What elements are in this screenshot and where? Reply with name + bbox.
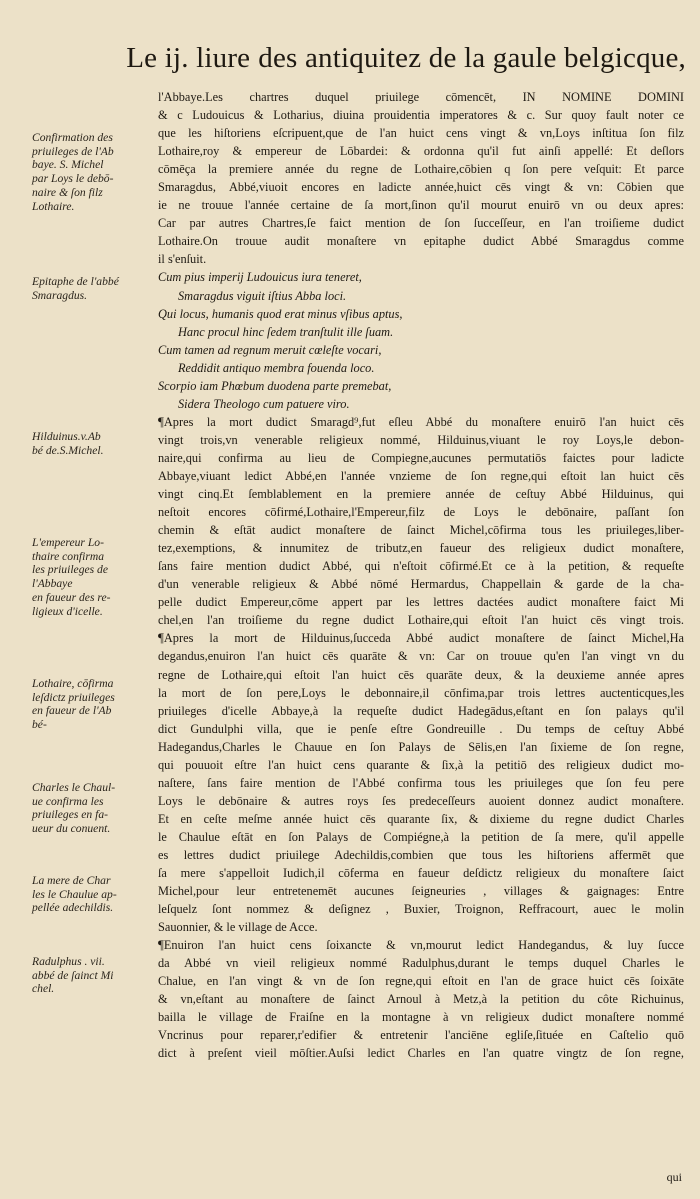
text-line: da Abbé vn vieil religieux nommé Radulphus,durant le temps duquel Charles le	[158, 956, 684, 971]
text-line: dict Gundulphi villa, que ie penſe eſtre Gondreuille . Du temps de ceſtuy Abbé	[158, 721, 684, 736]
text-line: le Chaulue eſtāt en ſon Palays de Compiégne,à la petition de ſa mere, qu'il appelle	[158, 829, 684, 844]
text-line: regne de Lothaire,qui eſtoit l'an huict cēs quarāte deux, & la deuxieme année apres	[158, 667, 684, 682]
text-line: es lettres dudict priuilege Adechildis,combien que tous les hiſtoriens affermēt que	[158, 847, 684, 862]
margin-note: Hilduinus.v.Ab bé de.S.Michel.	[32, 430, 104, 457]
text-line: priuileges d'icelle Abbaye,à la requeſte dudict Hadegādus,eſtant en ſon palays qu'il	[158, 703, 684, 718]
text-line: il s'enſuit.	[158, 252, 207, 267]
text-line: Car par autres Chartres,ſe faict mention de ſon ſucceſſeur, en l'an troiſieme dudict	[158, 216, 684, 231]
text-line: Hadegandus,Charles le Chauue en ſon Palays de Sēlis,en l'an ſixieme de ſon regne,	[158, 739, 684, 754]
text-line: ie ne trouue l'année certaine de ſa mort,ſinon qu'il mourut enuirō vn ou deux apres:	[158, 198, 684, 213]
text-line: neſtoit encores cōfirmé,Lothaire,l'Empereur,filz de Loys le debōnaire, paſſant ſon	[158, 505, 684, 520]
paragraph-charter	[158, 88, 684, 268]
text-line: l'Abbaye.Les chartres duquel priuilege cōmencēt, IN NOMINE DOMINI	[158, 90, 684, 104]
text-line: Abbaye,viuant ledict Abbé,en l'année vnzieme de ſon regne,qui eſtoit lan huict cēs	[158, 468, 684, 483]
margin-note: Charles le Chaul- ue confirma les priuileges en fa- ueur du conuent.	[32, 781, 116, 836]
main-text	[158, 88, 684, 1063]
running-header	[0, 42, 686, 80]
verse-line: Cum pius imperij Ludouicus iura teneret,	[158, 270, 362, 285]
text-line: naſtere, ſans faire mention de l'Abbé confirma tous les priuileges que ſon feu pere	[158, 775, 684, 790]
text-line: ſans faire mention dudict Abbé, qui n'eſtoit cōfirmé.Et ce à la petition, & requeſte	[158, 559, 684, 574]
verse-line: Smaragdus viguit iſtius Abba loci.	[178, 288, 347, 303]
margin-note: Confirmation des priuileges de l'Ab baye. S. Michel par Loys le debō- naire & ſon filz Lothaire.	[32, 131, 114, 213]
paragraph-hadegandus	[158, 629, 684, 936]
pilcrow-mark: ¶	[158, 937, 164, 953]
text-line: chemin & eſtāt audict monaſtere de ſainct Michel,cōfirma tous les priuileges,liber-	[158, 523, 684, 538]
pilcrow-mark: ¶	[158, 630, 164, 646]
text-line: & c Ludouicus & Lotharius, diuina prouidentia imperatores & c. Sur quoy fault noter ce	[158, 108, 684, 123]
verse-line: Sidera Theologo cum patuere viro.	[178, 396, 350, 411]
text-line: Vncrinus pour reparer,r'edifier & entretenir l'anciēne egliſe,ſituée en Caſtelio quō	[158, 1028, 684, 1043]
catchword: qui	[666, 1170, 682, 1184]
text-line: leſquelz ſont nommez & deſignez , Buxier, Troignon, Reffracourt, auec le molin	[158, 902, 684, 917]
margin-note: Lothaire, cōfirma leſdictz priuileges en faueur de l'Ab bé-	[32, 677, 115, 732]
text-line: bailla le village de Fraiſne en la montagne à vn religieux dudict monaſtere nommé	[158, 1010, 684, 1025]
epitaph-verse	[158, 268, 684, 412]
verse-line: Scorpio iam Phœbum duodena parte premebat,	[158, 378, 392, 393]
text-line: pelle dudict Empereur,cōme appert par les lettres dactées audict monaſtere faict Mi	[158, 595, 684, 610]
text-line: qui pouuoit eſtre l'an huict cens quarante & ſix,à la petitiō des religieux dudict mo-	[158, 757, 684, 772]
paragraph-hilduinus	[158, 413, 684, 630]
verse-line: Reddidit antiquo membra fouenda loco.	[178, 360, 375, 375]
margin-note: Radulphus . vii. abbé de ſainct Mi chel.	[32, 955, 114, 996]
text-line: Lothaire,roy & empereur de Lōbardei: & ordonna qu'il fut ainſi appellé: Et deſlors	[158, 144, 684, 159]
text-line: vingt cinq.Et ſemblablement en la premiere année de ceſtuy Abbé Hilduinus, qui	[158, 487, 684, 502]
text-line: ¶Apres la mort de Hilduinus,ſucceda Abbé audict monaſtere de ſainct Michel,Ha	[158, 630, 684, 646]
text-line: cōmēça la premiere année du regne de Lothaire,cōbien q ſon pere veſquit: Et parce	[158, 162, 684, 177]
text-line: ¶Enuiron l'an huict cens ſoixancte & vn,mourut ledict Handegandus, & luy ſucce	[158, 937, 684, 953]
text-line: & vn,eſtant au monaſtere de ſainct Arnoul à Metz,à la petition du côte Richuinus,	[158, 992, 684, 1007]
text-line: d'un venerable religieux & Abbé nōmé Hermardus, Chappellain & garde de la cha-	[158, 577, 684, 592]
text-line: Sauonnier, & le village de Acce.	[158, 920, 318, 935]
text-line: naire,qui confirma au lieu de Compiegne,aucunes permutatiōs faictes pour ladicte	[158, 450, 684, 465]
text-line: Lothaire.On trouue audit monaſtere vn epitaphe dudict Abbé Smaragdus comme	[158, 234, 684, 249]
text-line: degandus,enuiron l'an huict cēs quarāte & vn: Car on trouue qu'en l'an vingt vn du	[158, 649, 684, 664]
margin-note: L'empereur Lo- thaire confirma les priuileges de l'Abbaye en faueur des re- ligieux d'icelle.	[32, 536, 111, 618]
text-line: que les hiſtoriens eſcripuent,que de l'an huict cens vingt & vn,Loys inſtitua ſon filz	[158, 126, 684, 141]
text-line: Et en ceſte meſme année huict cēs quarante ſix, & dixieme du regne dudict Charles	[158, 811, 684, 826]
text-line: Michel,pour leur entretenemēt aucunes ſeigneuries , villages & gaignages: Entre	[158, 884, 684, 899]
verse-line: Hanc procul hinc ſedem tranſtulit ille ſuam.	[178, 324, 394, 339]
text-line: la mort de ſon pere,Loys le debonnaire,il cōnfima,par trois lettres auctenticques,les	[158, 685, 684, 700]
margin-note: La mere de Char les le Chaulue ap- pellée adechildis.	[32, 874, 117, 915]
paragraph-radulphus	[158, 936, 684, 1062]
text-line: chel,en l'an troiſieme du regne dudict Lothaire,qui eſtoit l'an huict cēs vingt trois.	[158, 613, 684, 628]
text-line: dict à preſent vieil mōſtier.Auſsi ledict Charles en l'an quatre vingtz de ſon regne,	[158, 1046, 684, 1061]
text-line: vingt trois,vn venerable religieux nommé, Hilduinus,viuant le roy Loys,le debon-	[158, 432, 684, 447]
verse-line: Cum tamen ad regnum meruit cœleſte vocari,	[158, 342, 382, 357]
text-line: ſa mere s'appelloit Iudich,il cōferma en faueur deſdictz religieux du monaſtere ſaict	[158, 866, 684, 881]
text-line: Chalue, en l'an vingt & vn de ſon regne,qui eſtoit en l'an de grace huict cēs ſoixāte	[158, 974, 684, 989]
text-line: tez,exemptions, & innumitez de tributz,en faueur des religieux dudict monaſtere,	[158, 541, 684, 556]
verse-line: Qui locus, humanis quod erat minus vſibus aptus,	[158, 306, 403, 321]
margin-note: Epitaphe de l'abbé Smaragdus.	[32, 275, 119, 302]
text-line: ¶Apres la mort dudict Smaragd⁹,fut eſleu Abbé du monaſtere enuirō l'an huict cēs	[158, 413, 684, 429]
folio-label: Le ij. liure	[126, 42, 251, 74]
text-line: Smaragdus, Abbé,viuoit encores en ladicte année,huict cēs vingt & vn: Cōbien que	[158, 180, 684, 195]
text-line: Loys le debōnaire & autres roys ſes predeceſſeurs auoient donnez audict monaſtere.	[158, 793, 684, 808]
page-title: des antiquitez de la gaule belgicque,	[258, 42, 686, 74]
pilcrow-mark: ¶	[158, 413, 164, 429]
